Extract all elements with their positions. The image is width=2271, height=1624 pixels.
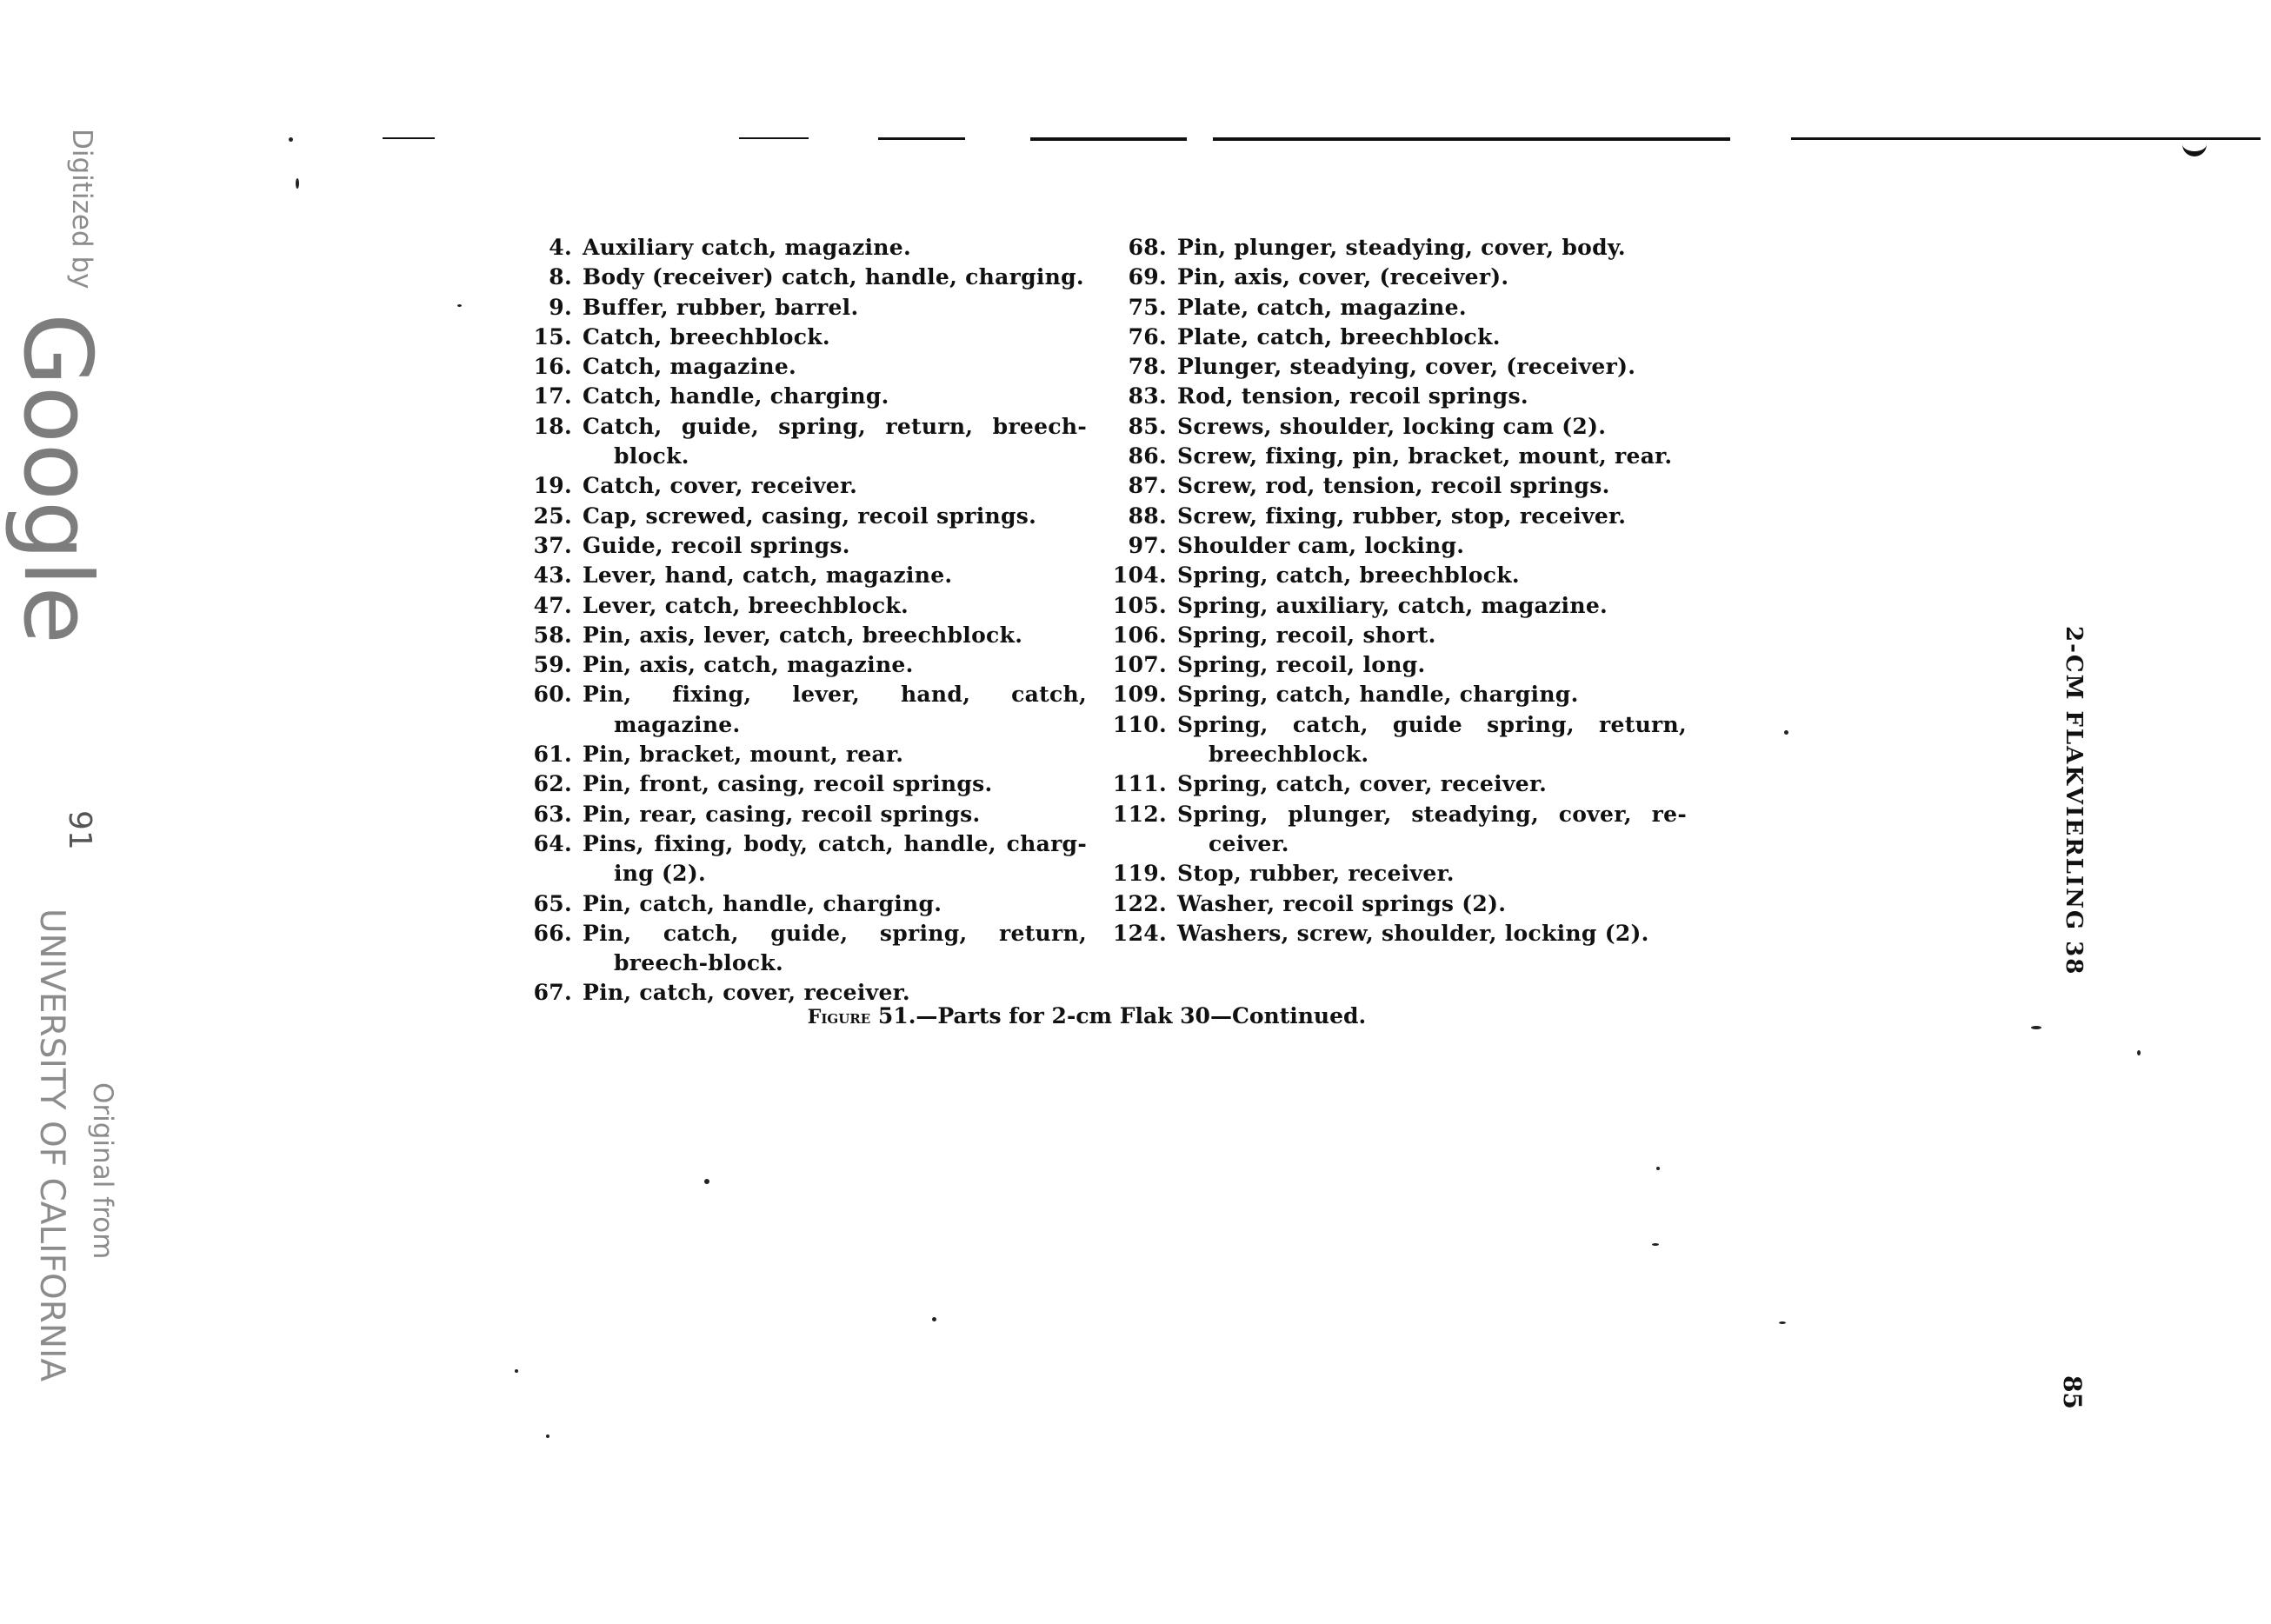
- parts-list-item: [513, 502, 1087, 531]
- parts-list-item: [513, 233, 1087, 263]
- parts-list-item: [513, 412, 1087, 472]
- part-number: 47.: [533, 592, 572, 618]
- part-description: Catch, handle, charging.: [583, 383, 889, 409]
- figure-caption-text: 51.—Parts for 2-cm Flak 30—Continued.: [870, 1003, 1367, 1028]
- parts-list-item: [1096, 621, 1687, 650]
- part-number: 25.: [533, 503, 572, 529]
- part-description: Washer, recoil springs (2).: [1177, 890, 1507, 916]
- part-number: 16.: [533, 354, 572, 380]
- parts-list-item: [1096, 919, 1687, 948]
- part-description: Shoulder cam, locking.: [1177, 532, 1465, 558]
- parts-list-item: [1096, 859, 1687, 889]
- part-description: Pin, front, casing, recoil springs.: [583, 771, 993, 797]
- part-description: Pin, plunger, steadying, cover, body.: [1177, 235, 1626, 260]
- part-description: Screw, fixing, rubber, stop, receiver.: [1177, 503, 1627, 529]
- part-description: Washers, screw, shoulder, locking (2).: [1177, 920, 1649, 946]
- part-number: 62.: [533, 771, 572, 797]
- scan-speck: [289, 137, 293, 142]
- part-description: Spring, recoil, short.: [1177, 622, 1436, 648]
- part-number: 104.: [1112, 562, 1167, 589]
- part-number: 111.: [1112, 771, 1167, 797]
- parts-list-item: [1096, 263, 1687, 292]
- part-number: 58.: [533, 622, 572, 648]
- scan-speck: [457, 304, 462, 307]
- watermark-university: UNIVERSITY OF CALIFORNIA: [32, 909, 71, 1382]
- parts-list-item: [1096, 293, 1687, 323]
- parts-list-item: [1096, 471, 1687, 501]
- part-number: 43.: [533, 562, 572, 589]
- top-rule-hook: [2182, 139, 2207, 156]
- scan-page-number: 91: [62, 810, 97, 850]
- google-logo: Google: [3, 313, 111, 644]
- part-number: 83.: [1128, 383, 1167, 409]
- parts-list-item: [1096, 591, 1687, 621]
- scan-speck: [2137, 1050, 2141, 1055]
- part-number: 17.: [533, 383, 572, 409]
- parts-list-item: [513, 740, 1087, 769]
- part-description: Spring, catch, handle, charging.: [1177, 682, 1579, 708]
- page-number: 85: [2058, 1375, 2087, 1409]
- top-rule-segment: [878, 137, 965, 140]
- parts-list-item: [513, 680, 1087, 740]
- parts-list-item: [513, 919, 1087, 979]
- part-number: 107.: [1112, 652, 1167, 678]
- part-number: 97.: [1128, 532, 1167, 558]
- part-number: 59.: [533, 652, 572, 678]
- part-number: 106.: [1112, 622, 1167, 648]
- parts-list-item: [513, 263, 1087, 292]
- part-number: 68.: [1128, 235, 1167, 260]
- scan-speck: [296, 178, 299, 189]
- part-description: Screw, fixing, pin, bracket, mount, rear.: [1177, 443, 1673, 469]
- part-description: Pin, axis, lever, catch, breechblock.: [583, 622, 1023, 648]
- parts-list-item: [1096, 769, 1687, 799]
- part-description: Cap, screwed, casing, recoil springs.: [583, 503, 1037, 529]
- parts-list-item: [513, 650, 1087, 680]
- parts-list-item: [513, 293, 1087, 323]
- part-description: Spring, recoil, long.: [1177, 652, 1426, 678]
- part-number: 86.: [1128, 443, 1167, 469]
- part-number: 109.: [1112, 682, 1167, 708]
- part-number: 67.: [533, 980, 572, 1006]
- part-description: Pin, bracket, mount, rear.: [583, 742, 904, 768]
- part-number: 66.: [533, 920, 572, 946]
- part-description: Spring, catch, cover, receiver.: [1177, 771, 1548, 797]
- figure-caption: [0, 1003, 2174, 1028]
- part-number: 87.: [1128, 473, 1167, 499]
- part-description: Catch, guide, spring, return, breech-block.: [583, 413, 1087, 469]
- scan-speck: [546, 1434, 549, 1438]
- part-number: 119.: [1112, 861, 1167, 887]
- part-number: 78.: [1128, 354, 1167, 380]
- part-number: 65.: [533, 890, 572, 916]
- parts-list-item: [513, 561, 1087, 590]
- parts-list-item: [513, 471, 1087, 501]
- parts-list-item: [513, 889, 1087, 919]
- part-number: 122.: [1112, 890, 1167, 916]
- parts-list-item: [1096, 889, 1687, 919]
- part-number: 18.: [533, 413, 572, 439]
- parts-list-item: [1096, 412, 1687, 442]
- top-rule-segment: [739, 137, 809, 139]
- parts-list-item: [1096, 352, 1687, 382]
- part-number: 19.: [533, 473, 572, 499]
- part-number: 60.: [533, 682, 572, 708]
- parts-list-item: [1096, 800, 1687, 860]
- parts-list-item: [513, 323, 1087, 352]
- parts-list-item: [1096, 502, 1687, 531]
- part-description: Spring, auxiliary, catch, magazine.: [1177, 592, 1608, 618]
- part-number: 75.: [1128, 294, 1167, 320]
- part-description: Pin, catch, cover, receiver.: [583, 980, 910, 1006]
- parts-list-item: [1096, 233, 1687, 263]
- part-number: 15.: [533, 323, 572, 349]
- parts-list-item: [1096, 442, 1687, 471]
- part-number: 110.: [1112, 711, 1167, 737]
- part-number: 88.: [1128, 503, 1167, 529]
- part-description: Rod, tension, recoil springs.: [1177, 383, 1528, 409]
- part-description: Spring, catch, guide spring, return, breechblock.: [1177, 711, 1687, 768]
- parts-list-item: [513, 769, 1087, 799]
- part-description: Plate, catch, breechblock.: [1177, 323, 1501, 349]
- top-rule-segment: [1213, 137, 1730, 141]
- running-head: 2-CM FLAKVIERLING 38: [2061, 626, 2087, 976]
- parts-list-item: [1096, 710, 1687, 770]
- watermark-original-from: Original from: [87, 1082, 118, 1260]
- parts-list-right: [1096, 233, 1687, 948]
- scan-speck: [1656, 1167, 1660, 1170]
- part-description: Body (receiver) catch, handle, charging.: [583, 264, 1084, 290]
- part-number: 85.: [1128, 413, 1167, 439]
- part-description: Screw, rod, tension, recoil springs.: [1177, 473, 1610, 499]
- scan-speck: [1652, 1243, 1659, 1246]
- part-description: Plunger, steadying, cover, (receiver).: [1177, 354, 1636, 380]
- part-description: Screws, shoulder, locking cam (2).: [1177, 413, 1607, 439]
- part-number: 105.: [1112, 592, 1167, 618]
- part-number: 124.: [1112, 920, 1167, 946]
- part-description: Spring, plunger, steadying, cover, re-ceiver.: [1177, 801, 1687, 856]
- scan-speck: [515, 1369, 518, 1373]
- parts-list-item: [513, 352, 1087, 382]
- parts-list-left: [513, 233, 1087, 1008]
- parts-list-item: [513, 591, 1087, 621]
- part-description: Pin, catch, handle, charging.: [583, 890, 942, 916]
- part-description: Pin, catch, guide, spring, return, breech-block.: [583, 920, 1087, 976]
- parts-list-item: [1096, 650, 1687, 680]
- part-description: Pin, fixing, lever, hand, catch, magazine.: [583, 682, 1087, 737]
- part-description: Auxiliary catch, magazine.: [583, 235, 911, 260]
- figure-label: Figure: [807, 1006, 871, 1028]
- part-description: Pins, fixing, body, catch, handle, charg-ing (2).: [583, 830, 1087, 887]
- top-rule-segment: [1030, 137, 1187, 141]
- part-number: 9.: [549, 294, 572, 320]
- part-number: 61.: [533, 742, 572, 768]
- parts-list-item: [513, 531, 1087, 561]
- scan-speck: [1784, 730, 1788, 735]
- part-number: 64.: [533, 830, 572, 856]
- part-description: Catch, breechblock.: [583, 323, 830, 349]
- part-number: 112.: [1112, 801, 1167, 827]
- parts-list-item: [1096, 680, 1687, 709]
- part-number: 8.: [549, 264, 572, 290]
- part-description: Buffer, rubber, barrel.: [583, 294, 859, 320]
- parts-list-item: [513, 829, 1087, 889]
- parts-list-item: [1096, 531, 1687, 561]
- part-description: Lever, catch, breechblock.: [583, 592, 909, 618]
- part-description: Pin, axis, cover, (receiver).: [1177, 264, 1509, 290]
- part-description: Guide, recoil springs.: [583, 532, 850, 558]
- part-number: 69.: [1128, 264, 1167, 290]
- parts-list-item: [1096, 561, 1687, 590]
- scan-speck: [932, 1317, 936, 1321]
- parts-list-item: [513, 621, 1087, 650]
- scan-speck: [1779, 1321, 1786, 1324]
- part-description: Pin, axis, catch, magazine.: [583, 652, 914, 678]
- parts-list-item: [513, 382, 1087, 411]
- part-number: 37.: [533, 532, 572, 558]
- part-description: Stop, rubber, receiver.: [1177, 861, 1455, 887]
- part-description: Catch, cover, receiver.: [583, 473, 858, 499]
- parts-list-item: [513, 800, 1087, 829]
- part-number: 76.: [1128, 323, 1167, 349]
- top-rule-segment: [383, 137, 435, 139]
- part-description: Pin, rear, casing, recoil springs.: [583, 801, 981, 827]
- part-description: Lever, hand, catch, magazine.: [583, 562, 953, 589]
- part-description: Plate, catch, magazine.: [1177, 294, 1467, 320]
- part-number: 4.: [549, 235, 572, 260]
- scan-speck: [704, 1179, 709, 1184]
- part-description: Spring, catch, breechblock.: [1177, 562, 1520, 589]
- part-number: 63.: [533, 801, 572, 827]
- parts-list-item: [1096, 382, 1687, 411]
- watermark-digitized-by: Digitized by: [66, 129, 97, 290]
- part-description: Catch, magazine.: [583, 354, 797, 380]
- parts-list-item: [1096, 323, 1687, 352]
